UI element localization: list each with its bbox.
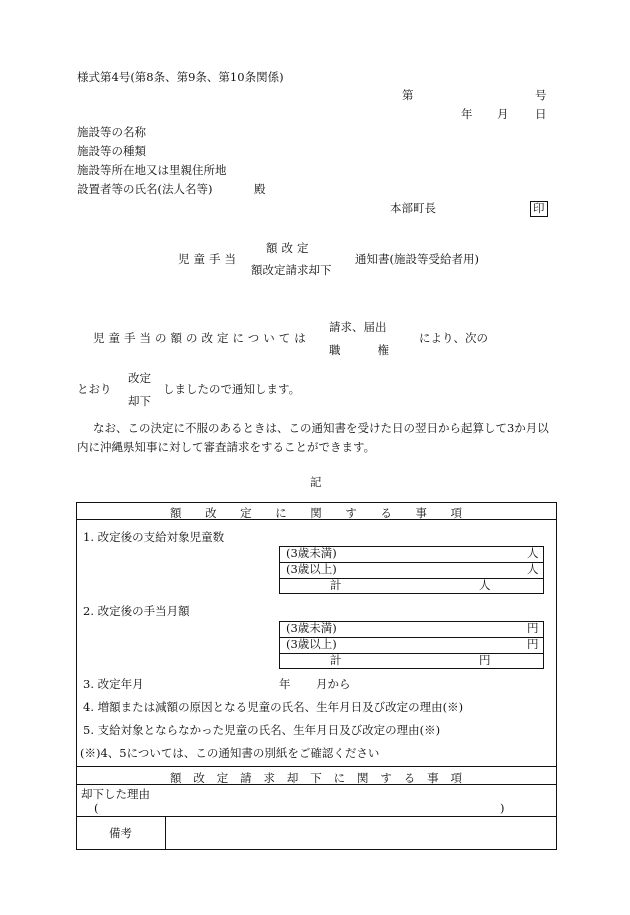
section1-header-char-7: る: [380, 506, 392, 520]
body-line1-left: 児童手当の額の改定については: [93, 331, 310, 345]
title-option-lower: 額改定請求却下: [251, 263, 332, 277]
section2-header-char-5: 求: [263, 771, 275, 785]
section1-header: [170, 505, 462, 521]
remarks-top-divider: [76, 816, 557, 817]
section2-header-char-11: る: [403, 771, 416, 785]
section2-header-char-6: 却: [286, 771, 299, 785]
allowance-under3-unit: 円: [527, 621, 539, 635]
remarks-label: 備考: [109, 826, 132, 840]
child-count-over3-label: (3歳以上): [286, 562, 337, 576]
section1-header-char-2: 改: [205, 506, 217, 520]
section2-header-char-9: 関: [357, 771, 369, 785]
section2-header-char-1: 額: [170, 771, 182, 785]
item4-label: 4. 増額または減額の原因となる児童の氏名、生年月日及び改定の理由(※): [83, 700, 464, 714]
section2-header-char-8: に: [333, 771, 346, 785]
child-count-over3-unit: 人: [527, 562, 539, 576]
rejection-reason-paren-open: (: [94, 801, 99, 815]
title-option-upper: 額改定: [266, 241, 313, 255]
section2-header-char-10: す: [380, 771, 392, 785]
child-count-total-label: 計: [330, 578, 342, 592]
item5-label: 5. 支給対象とならなかった児童の氏名、生年月日及び改定の理由(※): [83, 723, 441, 737]
body-line1-right: により、次の: [419, 331, 488, 345]
allowance-divider-2: [279, 653, 544, 654]
section2-header-char-13: 項: [450, 771, 462, 785]
remarks-column-divider: [165, 816, 166, 850]
body-line2-option1: 改定: [128, 371, 151, 385]
document-number-prefix: 第: [402, 88, 414, 102]
item2-label: 2. 改定後の手当月額: [83, 604, 190, 618]
appeal-notice-line1: なお、この決定に不服のあるときは、この通知書を受けた日の翌日から起算して3か月以: [93, 421, 549, 435]
seal-mark: 印: [530, 201, 548, 217]
body-line2-option2: 却下: [128, 394, 151, 408]
title-left: 児童手当: [178, 252, 240, 266]
section1-header-char-4: に: [275, 506, 287, 520]
date-day-label: 日: [535, 107, 547, 121]
section2-header-char-7: 下: [310, 771, 322, 785]
annex-note: (※)4、5については、この通知書の別紙をご確認ください: [80, 746, 380, 760]
section1-header-char-8: 事: [415, 506, 427, 520]
option2-char-1: 職: [329, 343, 341, 357]
rejection-reason-label: 却下した理由: [81, 787, 150, 801]
date-year-label: 年: [461, 107, 473, 121]
appeal-notice-line2: 内に沖縄県知事に対して審査請求をすることができます。: [77, 440, 376, 454]
section2-header-char-4: 請: [240, 771, 252, 785]
title-right: 通知書(施設等受給者用): [355, 252, 479, 266]
child-count-under3-unit: 人: [527, 546, 539, 560]
item3-year: 年: [279, 677, 291, 691]
allowance-over3-unit: 円: [527, 637, 539, 651]
date-month-label: 月: [497, 107, 509, 121]
section1-header-char-1: 額: [170, 506, 182, 520]
allowance-under3-label: (3歳未満): [286, 621, 337, 635]
form-number: 様式第4号(第8条、第9条、第10条関係): [77, 70, 284, 84]
ki-label: 記: [310, 475, 322, 489]
body-line2-left: とおり: [77, 382, 112, 396]
founder-name-label: 設置者等の氏名(法人名等): [77, 182, 213, 196]
honorific-label: 殿: [254, 182, 266, 196]
section1-header-char-6: す: [345, 506, 357, 520]
facility-name-label: 施設等の名称: [77, 125, 146, 139]
allowance-over3-label: (3歳以上): [286, 637, 337, 651]
facility-address-label: 施設等所在地又は里親住所地: [77, 163, 227, 177]
body-line1-option2: [329, 345, 389, 357]
allowance-total-unit: 円: [479, 653, 491, 667]
rejection-reason-paren-close: ): [500, 801, 505, 815]
section2-top-divider: [76, 766, 557, 767]
section2-header-char-3: 定: [216, 771, 229, 785]
section2-header: [170, 770, 462, 786]
document-number-suffix: 号: [535, 88, 547, 102]
body-line2-right: しましたので通知します。: [163, 382, 301, 396]
issuer-title: 本部町長: [390, 201, 436, 215]
section2-header-char-2: 改: [193, 771, 205, 785]
child-count-under3-label: (3歳未満): [286, 546, 337, 560]
child-count-total-unit: 人: [479, 578, 491, 592]
item3-month: 月から: [316, 677, 351, 691]
section1-header-char-5: 関: [310, 506, 322, 520]
child-count-divider-2: [279, 578, 544, 579]
section1-header-char-9: 項: [450, 506, 462, 520]
option2-char-2: 権: [377, 343, 389, 357]
section2-header-char-12: 事: [427, 771, 439, 785]
allowance-total-label: 計: [330, 653, 342, 667]
item3-label: 3. 改定年月: [83, 677, 144, 691]
section1-header-char-3: 定: [240, 506, 252, 520]
item1-label: 1. 改定後の支給対象児童数: [83, 530, 225, 544]
body-line1-option1: 請求、届出: [329, 320, 387, 334]
facility-type-label: 施設等の種類: [77, 144, 146, 158]
